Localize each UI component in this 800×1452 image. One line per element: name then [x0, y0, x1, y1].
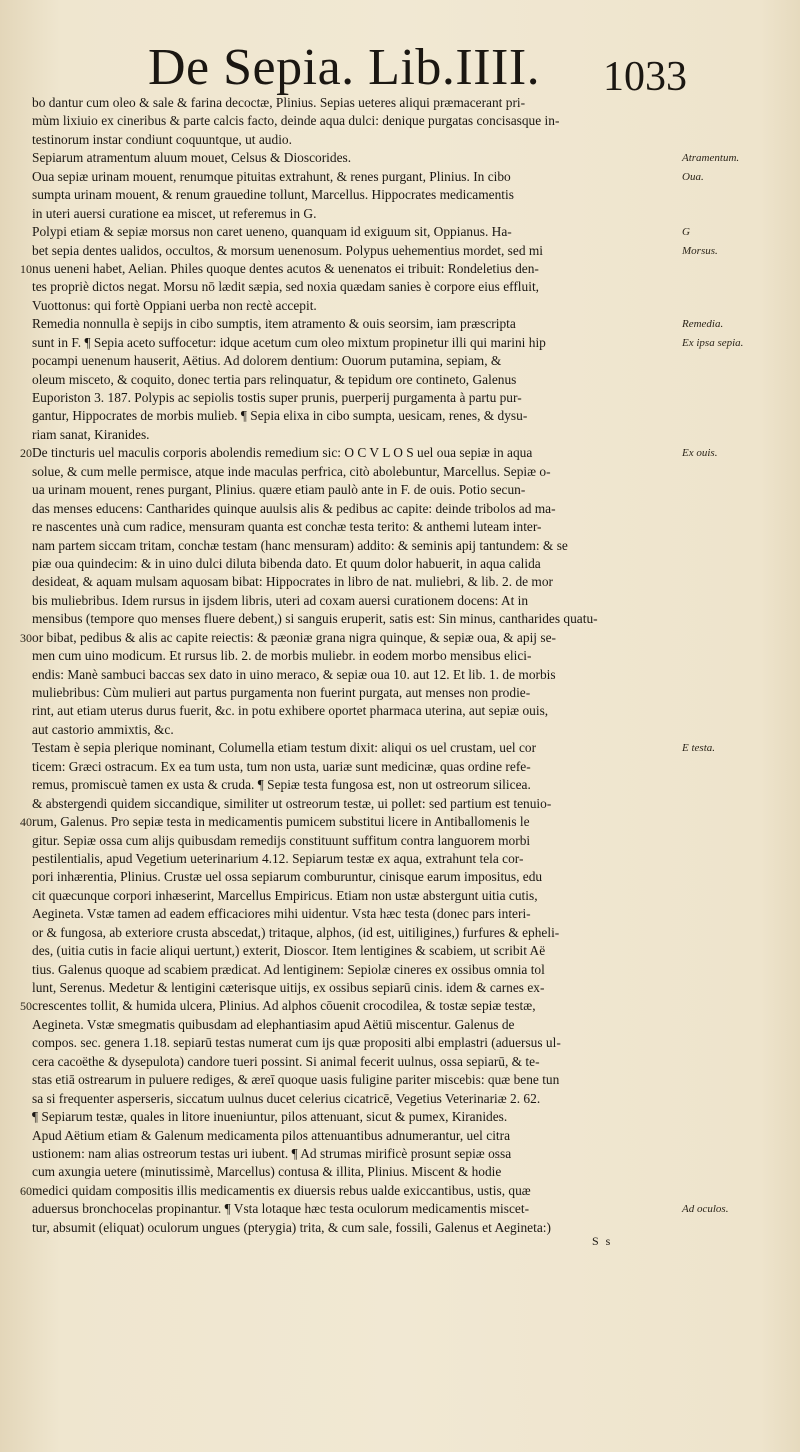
line-text: endis: Manè sambuci baccas sex dato in uino meraco, & sepiæ oua 10. aut 12. Et lib. 1. de morbis — [32, 666, 556, 682]
text-line — [30, 223, 800, 241]
line-text: nam partem siccam tritam, conchæ testam (hanc mensuram) addito: & seminis apij tantundem: & se — [32, 537, 568, 553]
text-line — [30, 297, 800, 315]
text-line — [30, 1145, 800, 1163]
running-title: De Sepia. Lib.IIII. — [148, 39, 541, 96]
text-line — [30, 205, 800, 223]
line-text: gantur, Hippocrates de morbis mulieb. ¶ Sepia elixa in cibo sumpta, uesicam, renes, & dysu- — [32, 408, 528, 424]
line-number: 10 — [20, 261, 32, 276]
text-line — [30, 537, 800, 555]
margin-note: Oua. — [682, 170, 704, 183]
line-text: oleum misceto, & coquito, donec tertia pars relinquatur, & tepidum ore contineto, Galenus — [32, 371, 517, 387]
text-line — [30, 1090, 800, 1108]
line-text: men cum uino modicum. Et rursus lib. 2. de morbis muliebr. in eodem morbo mensibus elici- — [32, 648, 532, 664]
text-line — [30, 979, 800, 997]
text-line — [30, 149, 800, 167]
margin-note: Remedia. — [682, 318, 724, 331]
line-number: 30 — [20, 630, 32, 645]
line-text: Remedia nonnulla è sepijs in cibo sumptis, item atramento & ouis seorsim, iam præscripta — [32, 316, 516, 332]
text-line — [30, 961, 800, 979]
line-text: solue, & cum melle permisce, atque inde maculas perfrica, citò abolebuntur, Marcellus. Sepiæ o- — [32, 463, 551, 479]
text-line — [30, 832, 800, 850]
line-text: ustionem: nam alias ostreorum testas uri iubent. ¶ Ad strumas mirificè prosunt sepiæ ossa — [32, 1145, 512, 1161]
text-line — [30, 500, 800, 518]
line-text: pori inhærentia, Plinius. Crustæ uel ossa sepiarum comburuntur, cinisque earum impositus, edu — [32, 869, 543, 885]
line-text: rum, Galenus. Pro sepiæ testa in medicamentis pumicem substitui licere in Antiballomenis le — [32, 814, 530, 830]
line-text: aut castorio ammixtis, &c. — [32, 721, 174, 737]
text-line — [30, 1053, 800, 1071]
text-line — [30, 702, 800, 720]
line-text: bet sepia dentes ualidos, occultos, & morsum uenenosum. Polypus uehementius mordet, sed mi — [32, 242, 544, 258]
text-line — [20, 260, 800, 278]
text-line — [20, 813, 800, 831]
text-line — [30, 1108, 800, 1126]
line-text: pocampi uenenum hauserit, Aëtius. Ad dolorem dentium: Ouorum putamina, sepiam, & — [32, 353, 502, 369]
text-line — [30, 1219, 800, 1237]
line-text: rint, aut etiam uterus durus fuerit, &c. in potu exhibere oportet pharmaca uterina, aut sepiæ ouis, — [32, 703, 549, 719]
text-line — [30, 242, 800, 260]
page-header — [0, 38, 800, 102]
text-line — [30, 666, 800, 684]
text-line — [30, 186, 800, 204]
line-text: Polypi etiam & sepiæ morsus non caret ueneno, quanquam id exiguum sit, Oppianus. Ha- — [32, 224, 512, 240]
text-line — [30, 905, 800, 923]
text-line — [30, 795, 800, 813]
line-text: crescentes tollit, & humida ulcera, Plinius. Ad alphos cōuenit crocodilea, & tostæ sepiæ testæ, — [32, 998, 536, 1014]
line-text: cum axungia uetere (minutissimè, Marcellus) contusa & illita, Plinius. Miscent & hodie — [32, 1164, 502, 1180]
line-text: gitur. Sepiæ ossa cum alijs quibusdam remedijs constituunt suffitum contra languorem morbi — [32, 832, 531, 848]
line-text: tur, absumit (eliquat) oculorum ungues (pterygia) trita, & cum sale, fossili, Galenus et Aegineta:) — [32, 1219, 551, 1235]
line-text: piæ oua quindecim: & in uino dulci diluta bibenda dato. Et quum dolor habuerit, in aqua calida — [32, 555, 541, 571]
line-text: ticem: Græci ostracum. Ex ea tum usta, tum non usta, uariæ sunt medicinæ, quas ordine refe- — [32, 758, 531, 774]
text-line — [30, 352, 800, 370]
text-line — [30, 776, 800, 794]
text-line — [30, 463, 800, 481]
line-text: Aegineta. Vstæ smegmatis quibusdam ad elephantiasim apud Aëtiū miscentur. Galenus de — [32, 1016, 515, 1032]
line-text: bis muliebribus. Idem rursus in ijsdem libris, uteri ad coxam auersi curationem docens: At in — [32, 592, 529, 608]
line-text: remus, promiscuè tamen ex usta & cruda. ¶ Sepiæ testa fungosa est, non ut ostreorum silicea. — [32, 777, 531, 793]
page-number: 1033 — [603, 54, 687, 100]
line-text: desideat, & aquam mulsam aquosam bibat: Hippocrates in libro de nat. muliebri, & lib. 2. de mor — [32, 574, 554, 590]
margin-note: E testa. — [682, 742, 715, 755]
text-line — [30, 573, 800, 591]
line-number: 20 — [20, 446, 32, 461]
text-line — [30, 942, 800, 960]
line-text: Vuottonus: qui fortè Oppiani uerba non rectè accepit. — [32, 297, 317, 313]
text-line — [30, 1127, 800, 1145]
line-text: ¶ Sepiarum testæ, quales in litore inueniuntur, pilos attenuant, sicut & pumex, Kiranides. — [32, 1109, 508, 1125]
text-line — [30, 315, 800, 333]
line-text: tius. Galenus quoque ad scabiem prædicat. Ad lentiginem: Sepiolæ cineres ex ossibus omnia tol — [32, 961, 545, 977]
line-text: ua urinam mouent, renes purgant, Plinius. quære etiam paulò ante in F. de ouis. Potio secun- — [32, 482, 526, 498]
line-text: lunt, Serenus. Medetur & lentigini cæterisque uitijs, ex ossibus sepiarū cinis. idem & carnes ex- — [32, 980, 545, 995]
text-line — [30, 739, 800, 757]
text-line — [20, 1182, 800, 1200]
text-line — [20, 444, 800, 462]
text-line — [30, 610, 800, 628]
text-line — [30, 1016, 800, 1034]
line-number: 60 — [20, 1183, 32, 1198]
text-line — [30, 555, 800, 573]
line-text: tes propriè dictos negat. Morsu nō lædit sæpia, sed noxia quædam sanies è corpore eius effluit, — [32, 279, 540, 295]
margin-note: Ex ipsa sepia. — [682, 336, 744, 349]
line-number: 50 — [20, 999, 32, 1014]
line-text: riam sanat, Kiranides. — [32, 426, 150, 442]
text-line — [20, 997, 800, 1015]
line-number: 40 — [20, 815, 32, 830]
line-text: in uteri auersi curatione ea miscet, ut referemus in G. — [32, 205, 317, 221]
margin-note: Morsus. — [682, 244, 718, 257]
text-line — [30, 1163, 800, 1181]
line-text: Oua sepiæ urinam mouent, renumque pituitas extrahunt, & renes purgant, Plinius. In cibo — [32, 168, 511, 184]
line-text: stas etiā ostrearum in puluere rediges, & æreī quoque uasis fuligine pariter miscebis: quæ bene tun — [32, 1072, 560, 1088]
text-line — [30, 112, 800, 130]
text-line — [30, 887, 800, 905]
line-text: medici quidam compositis illis medicamentis ex diuersis rebus ualde exiccantibus, ustis, quæ — [32, 1182, 531, 1198]
text-line — [30, 850, 800, 868]
text-line — [20, 629, 800, 647]
text-line — [30, 684, 800, 702]
text-line — [30, 94, 800, 112]
text-line — [30, 647, 800, 665]
line-text: nus ueneni habet, Aelian. Philes quoque dentes acutos & uenenatos ei tribuit: Rondeletius den- — [32, 260, 539, 276]
text-line — [30, 407, 800, 425]
text-line — [30, 868, 800, 886]
line-text: muliebribus: Cùm mulieri aut partus purgamenta non fuerint purgata, aut menses non prodie- — [32, 685, 531, 700]
line-text: Euporiston 3. 187. Polypis ac sepiolis tostis super prunis, puerperij purgamenta à partu pur- — [32, 390, 522, 405]
line-text: Sepiarum atramentum aluum mouet, Celsus & Dioscorides. — [32, 150, 352, 166]
line-text: or & fungosa, ab exteriore crusta abscedat,) tritaque, alphos, (id est, uitiligines,) furfures & epheli- — [32, 924, 560, 940]
line-text: cit quæcunque corpori inhæserint, Marcellus Empiricus. Etiam non ustæ abstergunt uitia cutis, — [32, 887, 538, 903]
text-line — [30, 1071, 800, 1089]
margin-note: Atramentum. — [682, 152, 740, 165]
text-line — [30, 721, 800, 739]
text-line — [30, 481, 800, 499]
line-text: or bibat, pedibus & alis ac capite reiectis: & pæoniæ grana nigra quinque, & sepiæ oua, & apij se- — [32, 629, 556, 645]
line-text: mùm lixiuio ex cineribus & parte calcis facto, deinde aqua dulci: denique purgatas concisasque in- — [32, 113, 560, 129]
text-line — [30, 592, 800, 610]
body-text — [20, 94, 800, 1237]
line-text: sunt in F. ¶ Sepia aceto suffocetur: idque acetum cum oleo mixtum propinetur illi qui marini hip — [32, 334, 546, 350]
line-text: sa si frequenter asperseris, siccatum uulnus ducet celerius cicatricē, Vegetius Veterinariæ 2. 62. — [32, 1090, 541, 1106]
line-text: das menses educens: Cantharides quinque auulsis alis & pedibus ac capite: deinde tribolos ad ma- — [32, 500, 556, 516]
text-line — [30, 426, 800, 444]
text-line — [30, 131, 800, 149]
text-line — [30, 278, 800, 296]
line-text: sumpta urinam mouent, & renum grauedine tollunt, Marcellus. Hippocrates medicamentis — [32, 187, 514, 203]
text-line — [30, 518, 800, 536]
line-text: Apud Aëtium etiam & Galenum medicamenta pilos attenuantibus adnumerantur, uel citra — [32, 1127, 511, 1143]
text-line — [30, 1034, 800, 1052]
margin-note: Ad oculos. — [682, 1203, 729, 1216]
line-text: De tincturis uel maculis corporis abolendis remedium sic: O C V L O S uel oua sepiæ in aqua — [32, 445, 533, 461]
line-text: compos. sec. genera 1.18. sepiarū testas numerat cum ijs quæ propositi albi emplastri (aduersus ul- — [32, 1035, 561, 1051]
line-text: Testam è sepia plerique nominant, Columella etiam testum dixit: aliqui os uel crustam, uel cor — [32, 740, 537, 756]
text-line — [30, 1200, 800, 1218]
line-text: re nascentes unà cum radice, mensuram quanta est conchæ testa terito: & anthemi luteam inter- — [32, 519, 542, 535]
text-line — [30, 168, 800, 186]
line-text: cera cacoëthe & dysepulota) candore tueri possint. Si animal fecerit uulnus, ossa sepiarū, & te- — [32, 1053, 540, 1069]
text-line — [30, 334, 800, 352]
signature-mark: S s — [592, 1234, 613, 1248]
text-line — [30, 371, 800, 389]
line-text: mensibus (tempore quo menses fluere debent,) si sanguis eruperit, satis est: Sin minus, cantharides quatu- — [32, 611, 598, 627]
line-text: des, (uitia cutis in facie aliqui uertunt,) exterit, Dioscor. Item lentigines & scabiem, ut scribit Aë — [32, 943, 546, 959]
line-text: testinorum instar condiunt coquuntque, ut audio. — [32, 131, 292, 147]
text-line — [30, 758, 800, 776]
line-text: & abstergendi quidem siccandique, similiter ut ostreorum testæ, ui pollet: sed partium est tenuio- — [32, 795, 552, 811]
margin-note: G — [682, 226, 690, 239]
line-text: bo dantur cum oleo & sale & farina decoctæ, Plinius. Sepias ueteres aliqui præmacerant pri- — [32, 95, 526, 110]
line-text: pestilentialis, apud Vegetium ueterinarium 4.12. Sepiarum testæ ex aqua, extrahunt tela cor- — [32, 850, 524, 866]
text-line — [30, 924, 800, 942]
margin-note: Ex ouis. — [682, 447, 718, 460]
text-line — [30, 389, 800, 407]
line-text: Aegineta. Vstæ tamen ad eadem efficaciores mihi uidentur. Vsta hæc testa (donec pars interi- — [32, 906, 531, 922]
line-text: aduersus bronchocelas propinantur. ¶ Vsta lotaque hæc testa oculorum medicamentis miscet- — [32, 1201, 530, 1217]
